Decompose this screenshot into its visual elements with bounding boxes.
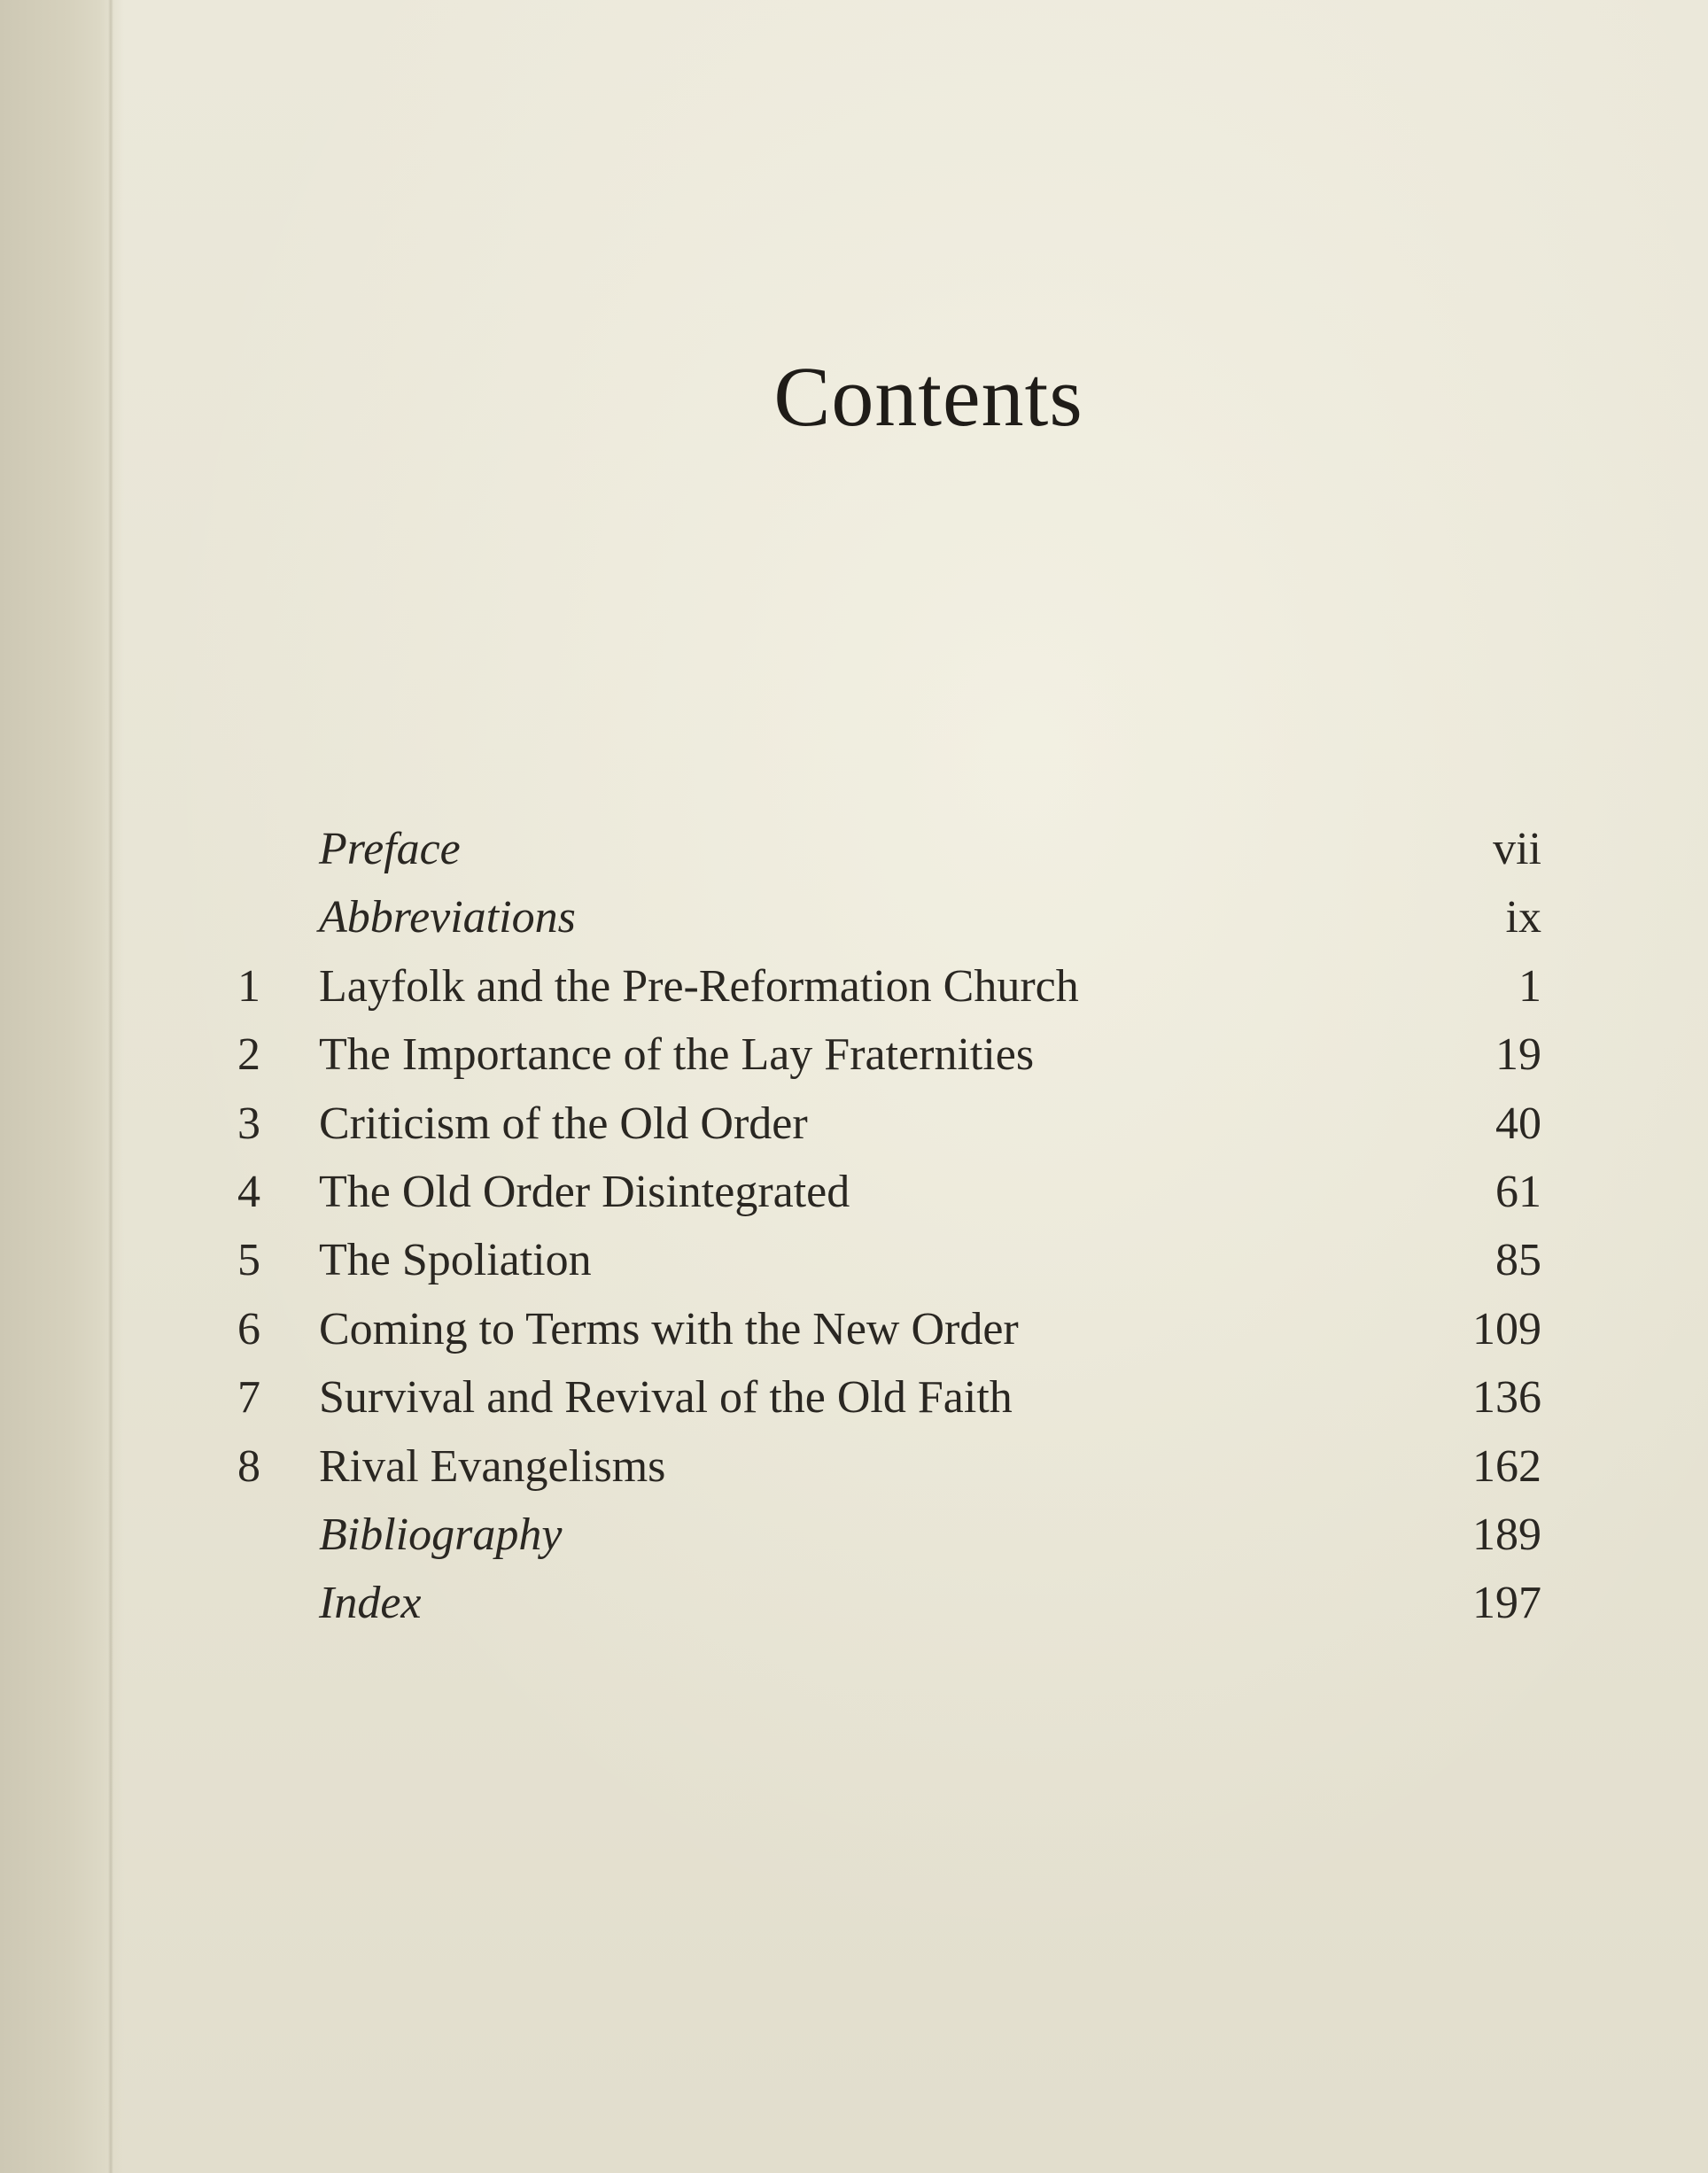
toc-entry-chapter-8	[221, 1432, 1541, 1501]
toc-entry-abbreviations	[221, 883, 1541, 951]
toc-entry-page: 189	[1472, 1509, 1541, 1560]
toc-entry-page: vii	[1493, 824, 1541, 874]
toc-entry-page: 61	[1495, 1166, 1541, 1217]
toc-entry-chapter-3	[221, 1090, 1541, 1158]
toc-entry-label: Criticism of the Old Order	[319, 1098, 808, 1149]
toc-entry-page: ix	[1505, 892, 1541, 943]
toc-entry-chapter-6	[221, 1295, 1541, 1363]
toc-entry-number: 1	[237, 960, 260, 1012]
toc-entry-page: 136	[1472, 1372, 1541, 1424]
page-gutter-shadow	[0, 0, 124, 2173]
toc-entry-label: Abbreviations	[319, 892, 576, 943]
toc-entry-number: 5	[237, 1235, 260, 1286]
toc-entry-number: 3	[237, 1098, 260, 1149]
toc-entry-label: The Old Order Disintegrated	[319, 1166, 850, 1217]
toc-entry-page: 197	[1472, 1578, 1541, 1629]
toc-entry-number: 6	[237, 1303, 260, 1354]
toc-entry-label: The Spoliation	[319, 1235, 592, 1286]
toc-entry-number: 2	[237, 1029, 260, 1081]
toc-entry-label: Survival and Revival of the Old Faith	[319, 1372, 1013, 1424]
toc-entry-page: 85	[1495, 1235, 1541, 1286]
toc-entry-number: 4	[237, 1166, 260, 1217]
toc-entry-page: 19	[1495, 1029, 1541, 1081]
toc-entry-page: 109	[1472, 1303, 1541, 1354]
toc-entry-label: Preface	[319, 824, 461, 874]
toc-entry-page: 40	[1495, 1098, 1541, 1149]
toc-entry-number: 7	[237, 1372, 260, 1424]
toc-entry-preface	[221, 815, 1541, 883]
toc-entry-page: 162	[1472, 1440, 1541, 1492]
page-title: Contents	[773, 349, 1083, 444]
toc-entry-label: Rival Evangelisms	[319, 1440, 666, 1492]
toc-entry-label: Index	[319, 1578, 422, 1629]
toc-entry-label: The Importance of the Lay Fraternities	[319, 1029, 1035, 1081]
toc-entry-chapter-4	[221, 1158, 1541, 1226]
table-of-contents	[221, 815, 1541, 1638]
toc-entry-label: Coming to Terms with the New Order	[319, 1303, 1019, 1354]
gutter-fold	[108, 0, 113, 2173]
toc-entry-label: Bibliography	[319, 1509, 563, 1560]
toc-entry-chapter-2	[221, 1021, 1541, 1089]
toc-entry-chapter-1	[221, 952, 1541, 1021]
toc-entry-number: 8	[237, 1440, 260, 1492]
toc-entry-page: 1	[1518, 960, 1541, 1012]
toc-entry-chapter-7	[221, 1363, 1541, 1432]
toc-entry-index	[221, 1569, 1541, 1637]
toc-entry-label: Layfolk and the Pre-Reformation Church	[319, 960, 1079, 1012]
toc-entry-bibliography	[221, 1501, 1541, 1569]
toc-entry-chapter-5	[221, 1226, 1541, 1294]
